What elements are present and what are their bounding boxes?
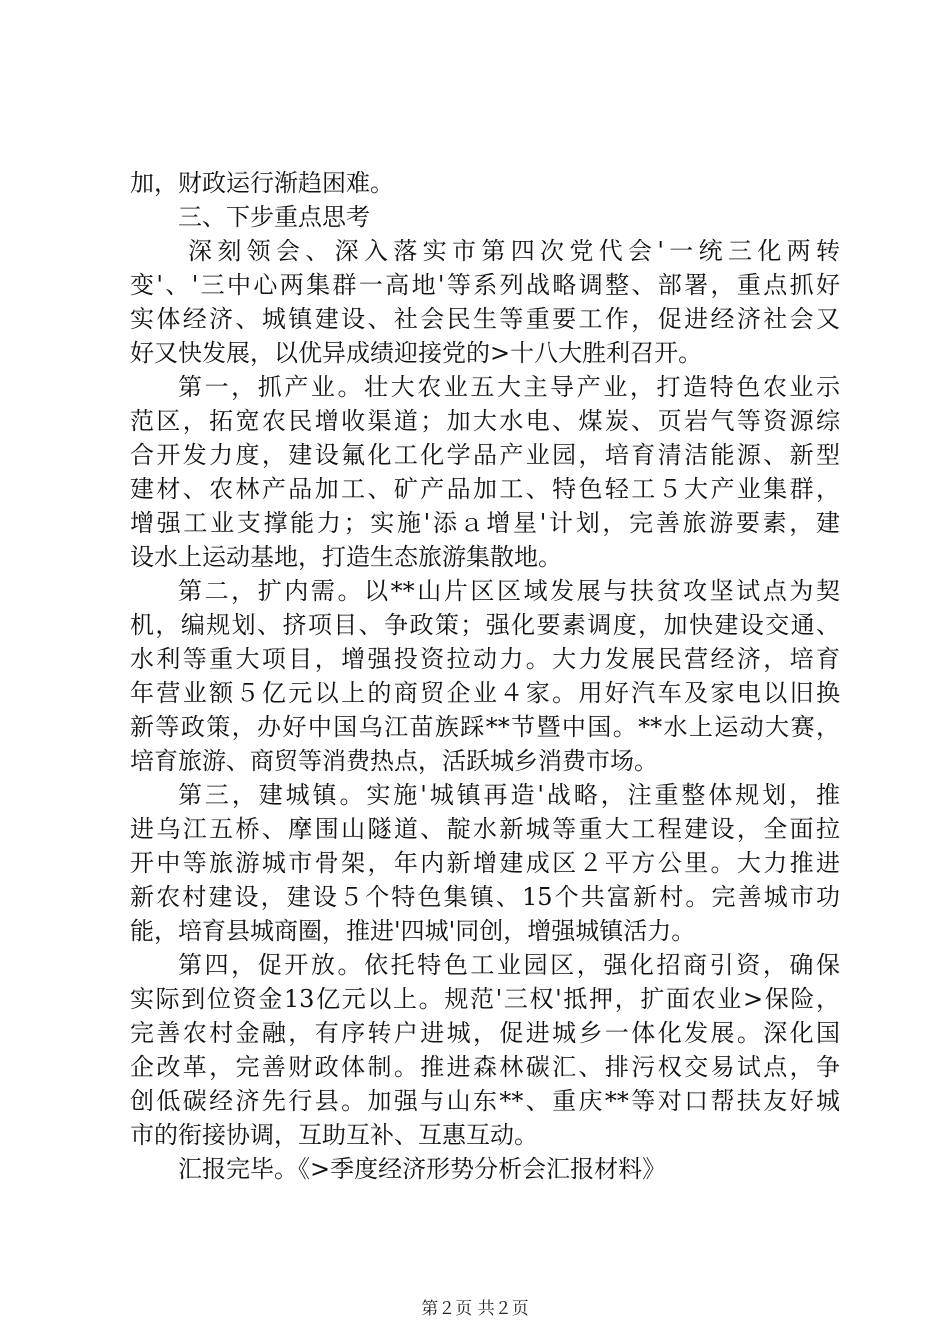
text-line: 开中等旅游城市骨架，年内新增建成区２平方公里。大力推进 <box>130 849 840 877</box>
text-line: 实体经济、城镇建设、社会民生等重要工作，促进经济社会又 <box>130 305 840 333</box>
text-line: 范区，拓宽农民增收渠道；加大水电、煤炭、页岩气等资源综 <box>130 407 840 435</box>
text-line: 完善农村金融，有序转户进城，促进城乡一体化发展。深化国 <box>130 1019 840 1047</box>
document-body <box>130 166 840 1186</box>
text-line: 第三，建城镇。实施'城镇再造'战略，注重整体规划，推 <box>178 781 840 809</box>
text-line: 企改革，完善财政体制。推进森林碳汇、排污权交易试点，争 <box>130 1053 840 1081</box>
text-line: 新农村建设，建设５个特色集镇、15个共富新村。完善城市功 <box>130 883 840 911</box>
text-line: 第四，促开放。依托特色工业园区，强化招商引资，确保 <box>178 951 840 979</box>
text-line: 年营业额５亿元以上的商贸企业４家。用好汽车及家电以旧换 <box>130 679 840 707</box>
text-line: 进乌江五桥、摩围山隧道、靛水新城等重大工程建设，全面拉 <box>130 815 840 843</box>
text-line: 加，财政运行渐趋困难。 <box>130 169 394 197</box>
text-line: 新等政策，办好中国乌江苗族踩**节暨中国。**水上运动大赛， <box>130 713 840 741</box>
text-line: 实际到位资金13亿元以上。规范'三权'抵押，扩面农业>保险， <box>130 985 840 1013</box>
text-line: 设水上运动基地，打造生态旅游集散地。 <box>130 543 562 571</box>
text-line: 创低碳经济先行县。加强与山东**、重庆**等对口帮扶友好城 <box>130 1087 840 1115</box>
page-number-footer: 第２页 共２页 <box>421 1299 529 1319</box>
text-line: 第一，抓产业。壮大农业五大主导产业，打造特色农业示 <box>178 373 840 401</box>
text-line: 好又快发展，以优异成绩迎接党的>十八大胜利召开。 <box>130 339 703 367</box>
text-line: 能，培育县城商圈，推进'四城'同创，增强城镇活力。 <box>130 917 696 945</box>
text-line: 水利等重大项目，增强投资拉动力。大力发展民营经济，培育 <box>130 645 840 673</box>
text-line: 第二，扩内需。以**山片区区域发展与扶贫攻坚试点为契 <box>178 577 840 605</box>
text-line: 变'、'三中心两集群一高地'等系列战略调整、部署，重点抓好 <box>130 271 840 299</box>
section-heading: 三、下步重点思考 <box>178 203 370 231</box>
text-line: 培育旅游、商贸等消费热点，活跃城乡消费市场。 <box>130 747 658 775</box>
text-line: 机，编规划、挤项目、争政策；强化要素调度，加快建设交通、 <box>130 611 840 639</box>
text-line: 合开发力度，建设氟化工化学品产业园，培育清洁能源、新型 <box>130 441 840 469</box>
text-line: 建材、农林产品加工、矿产品加工、特色轻工５大产业集群， <box>130 475 840 503</box>
text-line: 深刻领会、深入落实市第四次党代会'一统三化两转 <box>188 237 840 265</box>
text-line: 增强工业支撑能力；实施'添ａ增星'计划，完善旅游要素，建 <box>130 509 840 537</box>
text-line: 市的衔接协调，互助互补、互惠互动。 <box>130 1121 538 1149</box>
closing-line: 汇报完毕。《>季度经济形势分析会汇报材料》 <box>178 1155 667 1183</box>
